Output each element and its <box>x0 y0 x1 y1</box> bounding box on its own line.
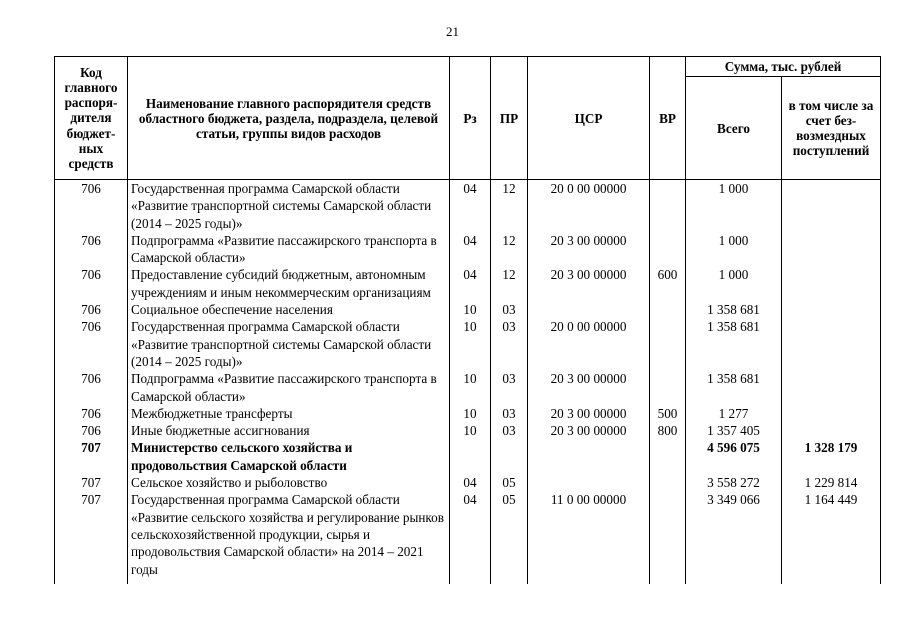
cell-name: Подпрограмма «Развитие пассажирского транспорта в Самарской области» <box>128 370 450 405</box>
cell-total: 1 000 <box>686 266 782 301</box>
cell-vr <box>650 180 686 232</box>
cell-code: 706 <box>55 232 128 267</box>
table-row <box>55 422 881 439</box>
header-csr: ЦСР <box>528 57 650 180</box>
cell-total: 1 000 <box>686 180 782 232</box>
header-name: Наименование главного распорядителя средств областного бюджета, раздела, подраздела, целевой статьи, группы видов расходов <box>128 57 450 180</box>
cell-vr <box>650 318 686 370</box>
cell-vr: 600 <box>650 266 686 301</box>
cell-total: 1 000 <box>686 232 782 267</box>
cell-vr <box>650 370 686 405</box>
cell-total: 3 558 272 <box>686 474 782 491</box>
cell-total: 1 358 681 <box>686 301 782 318</box>
header-sum: Сумма, тыс. рублей <box>686 57 881 77</box>
cell-name: Межбюджетные трансферты <box>128 405 450 422</box>
cell-vr <box>650 491 686 583</box>
cell-rz: 04 <box>450 491 491 583</box>
cell-code: 706 <box>55 405 128 422</box>
cell-pr <box>491 439 528 474</box>
cell-pr: 05 <box>491 474 528 491</box>
cell-pr: 12 <box>491 266 528 301</box>
cell-rz: 10 <box>450 422 491 439</box>
cell-code: 706 <box>55 301 128 318</box>
header-incl: в том числе за счет без-возмездных поступлений <box>782 77 881 180</box>
cell-code: 706 <box>55 318 128 370</box>
cell-pr: 03 <box>491 318 528 370</box>
cell-incl <box>782 180 881 232</box>
cell-rz <box>450 439 491 474</box>
cell-csr <box>528 474 650 491</box>
cell-csr: 20 3 00 00000 <box>528 232 650 267</box>
header-code: Код главного распоря-дителя бюджет-ных средств <box>55 57 128 180</box>
table-row <box>55 232 881 267</box>
cell-code: 706 <box>55 370 128 405</box>
table-row <box>55 301 881 318</box>
cell-vr: 500 <box>650 405 686 422</box>
cell-incl <box>782 266 881 301</box>
cell-total: 1 277 <box>686 405 782 422</box>
cell-vr <box>650 474 686 491</box>
budget-table <box>54 56 881 584</box>
cell-pr: 12 <box>491 232 528 267</box>
cell-code: 707 <box>55 491 128 583</box>
cell-incl: 1 328 179 <box>782 439 881 474</box>
header-rz: Рз <box>450 57 491 180</box>
cell-rz: 04 <box>450 232 491 267</box>
cell-incl <box>782 301 881 318</box>
cell-rz: 04 <box>450 180 491 232</box>
cell-incl <box>782 405 881 422</box>
header-pr: ПР <box>491 57 528 180</box>
cell-vr <box>650 301 686 318</box>
cell-incl <box>782 232 881 267</box>
header-vr: ВР <box>650 57 686 180</box>
cell-rz: 10 <box>450 370 491 405</box>
table-row <box>55 474 881 491</box>
table-row <box>55 180 881 232</box>
cell-code: 707 <box>55 474 128 491</box>
cell-vr <box>650 232 686 267</box>
cell-rz: 10 <box>450 405 491 422</box>
cell-csr <box>528 301 650 318</box>
cell-vr <box>650 439 686 474</box>
cell-pr: 03 <box>491 301 528 318</box>
cell-name: Иные бюджетные ассигнования <box>128 422 450 439</box>
cell-code: 706 <box>55 422 128 439</box>
table-row <box>55 491 881 583</box>
cell-csr: 20 0 00 00000 <box>528 318 650 370</box>
cell-incl: 1 229 814 <box>782 474 881 491</box>
cell-rz: 10 <box>450 318 491 370</box>
cell-name: Министерство сельского хозяйства и продовольствия Самарской области <box>128 439 450 474</box>
page-number: 21 <box>446 24 459 39</box>
cell-name: Предоставление субсидий бюджетным, автономным учреждениям и иным некоммерческим организациям <box>128 266 450 301</box>
cell-total: 1 357 405 <box>686 422 782 439</box>
cell-csr: 20 3 00 00000 <box>528 370 650 405</box>
cell-incl: 1 164 449 <box>782 491 881 583</box>
cell-csr: 20 3 00 00000 <box>528 405 650 422</box>
cell-incl <box>782 422 881 439</box>
cell-pr: 12 <box>491 180 528 232</box>
header-total: Всего <box>686 77 782 180</box>
cell-pr: 03 <box>491 422 528 439</box>
cell-total: 1 358 681 <box>686 318 782 370</box>
cell-csr: 20 3 00 00000 <box>528 266 650 301</box>
table-body <box>55 180 881 584</box>
cell-pr: 05 <box>491 491 528 583</box>
cell-code: 706 <box>55 180 128 232</box>
cell-csr <box>528 439 650 474</box>
cell-incl <box>782 370 881 405</box>
cell-name: Подпрограмма «Развитие пассажирского транспорта в Самарской области» <box>128 232 450 267</box>
cell-total: 4 596 075 <box>686 439 782 474</box>
table-row <box>55 266 881 301</box>
table-row <box>55 439 881 474</box>
cell-rz: 10 <box>450 301 491 318</box>
cell-total: 1 358 681 <box>686 370 782 405</box>
cell-name: Государственная программа Самарской области «Развитие транспортной системы Самарской области (2014 – 2025 годы)» <box>128 180 450 232</box>
cell-vr: 800 <box>650 422 686 439</box>
cell-incl <box>782 318 881 370</box>
cell-name: Государственная программа Самарской области «Развитие сельского хозяйства и регулирование рынков сельскохозяйственной продукции, сырья и продовольствия Самарской области» на 2014 – 2021 годы <box>128 491 450 583</box>
cell-csr: 20 3 00 00000 <box>528 422 650 439</box>
cell-pr: 03 <box>491 370 528 405</box>
table-row <box>55 370 881 405</box>
cell-csr: 20 0 00 00000 <box>528 180 650 232</box>
cell-name: Социальное обеспечение населения <box>128 301 450 318</box>
cell-code: 706 <box>55 266 128 301</box>
cell-pr: 03 <box>491 405 528 422</box>
table-row <box>55 318 881 370</box>
cell-total: 3 349 066 <box>686 491 782 583</box>
cell-rz: 04 <box>450 266 491 301</box>
cell-name: Государственная программа Самарской области «Развитие транспортной системы Самарской области (2014 – 2025 годы)» <box>128 318 450 370</box>
table-row <box>55 405 881 422</box>
cell-name: Сельское хозяйство и рыболовство <box>128 474 450 491</box>
cell-code: 707 <box>55 439 128 474</box>
cell-csr: 11 0 00 00000 <box>528 491 650 583</box>
cell-rz: 04 <box>450 474 491 491</box>
